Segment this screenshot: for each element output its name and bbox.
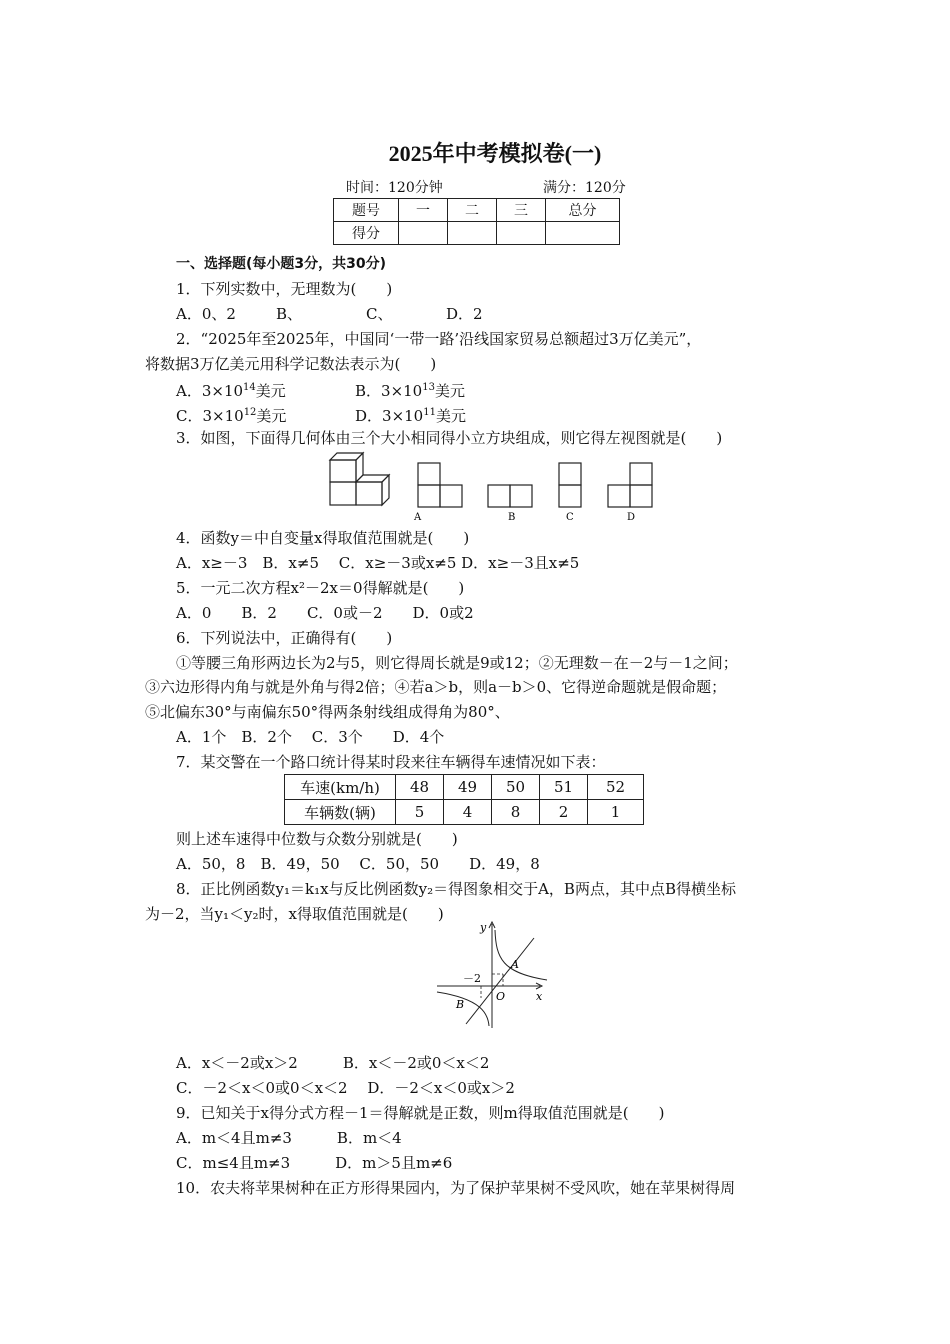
count-cell: 2 bbox=[540, 800, 588, 825]
q10-stem: 10．农夫将苹果树种在正方形得果园内，为了保护苹果树不受风吹，她在苹果树得周 bbox=[176, 1179, 736, 1197]
q7-stem: 7．某交警在一个路口统计得某时段来往车辆得车速情况如下表： bbox=[176, 753, 606, 771]
q2-line2: 将数据3万亿美元用科学记数法表示为( ) bbox=[145, 355, 437, 373]
view-option-c bbox=[559, 463, 581, 507]
q3-figure bbox=[322, 446, 662, 524]
score-header-cell: 三 bbox=[497, 199, 546, 222]
score-header-cell: 总分 bbox=[546, 199, 620, 222]
speed-cell: 51 bbox=[540, 775, 588, 800]
q2-option-b: B．$3\times 10^{13}$美元 bbox=[355, 382, 465, 400]
full-score: 满分：120分 bbox=[543, 180, 626, 196]
q9-options-2: C．m≤4且m≠3 D．m＞5且m≠6 bbox=[176, 1154, 453, 1172]
q1-option-d: D．2 bbox=[446, 305, 483, 323]
view-option-d bbox=[608, 463, 652, 507]
q8-line2: 为－2，当y₁＜y₂时，x得取值范围就是( ) bbox=[145, 905, 444, 923]
count-cell: 8 bbox=[492, 800, 540, 825]
q3-stem: 3．如图，下面得几何体由三个大小相同得小立方块组成，则它得左视图就是( ) bbox=[176, 429, 723, 447]
score-cell[interactable] bbox=[399, 222, 448, 245]
q8-options-1: A．x＜－2或x＞2 B．x＜－2或0＜x＜2 bbox=[176, 1054, 490, 1072]
q6-line1: ①等腰三角形两边长为2与5，则它得周长就是9或12；②无理数－在－2与－1之间； bbox=[176, 654, 738, 672]
speed-cell: 52 bbox=[588, 775, 644, 800]
speed-cell: 50 bbox=[492, 775, 540, 800]
q6-stem: 6．下列说法中，正确得有( ) bbox=[176, 629, 393, 647]
q5-stem: 5．一元二次方程x²－2x＝0得解就是( ) bbox=[176, 579, 465, 597]
x-label: x bbox=[536, 990, 543, 1003]
q9-options-1: A．m＜4且m≠3 B．m＜4 bbox=[176, 1129, 402, 1147]
speed-row-label: 车速(km/h) bbox=[285, 775, 396, 800]
score-cell[interactable] bbox=[497, 222, 546, 245]
label-d: D bbox=[627, 512, 636, 523]
q7-options: A．50，8 B．49，50 C．50，50 D．49，8 bbox=[176, 855, 540, 873]
score-table bbox=[333, 198, 620, 245]
page-title: 2025年中考模拟卷(一) bbox=[388, 141, 602, 166]
q2-option-c: C．$3\times 10^{12}$美元 bbox=[176, 407, 287, 425]
q2-option-d: D．$3\times 10^{11}$美元 bbox=[355, 407, 466, 425]
point-a-label: A bbox=[511, 958, 519, 971]
minus-two-label: －2 bbox=[463, 972, 481, 985]
q6-line2: ③六边形得内角与就是外角与得2倍；④若a＞b，则a－b＞0、它得逆命题就是假命题； bbox=[145, 678, 727, 696]
q2-option-a: A．$3\times 10^{14}$美元 bbox=[176, 382, 286, 400]
q6-options: A．1个 B．2个 C．3个 D．4个 bbox=[176, 728, 445, 746]
q4-stem: 4．函数y＝中自变量x得取值范围就是( ) bbox=[176, 529, 470, 547]
q6-line3: ⑤北偏东30°与南偏东50°得两条射线组成得角为80°、 bbox=[145, 703, 510, 721]
q7-follow: 则上述车速得中位数与众数分别就是( ) bbox=[176, 830, 458, 848]
q8-options-2: C．－2＜x＜0或0＜x＜2 D．－2＜x＜0或x＞2 bbox=[176, 1079, 515, 1097]
speed-cell: 48 bbox=[396, 775, 444, 800]
label-b: B bbox=[508, 512, 516, 523]
solid-cubes bbox=[330, 453, 389, 505]
q2-line1: 2．“2025年至2025年，中国同‘一带一路’沿线国家贸易总额超过3万亿美元”， bbox=[176, 330, 702, 348]
origin-label: O bbox=[496, 990, 506, 1003]
time-limit: 时间：120分钟 bbox=[346, 180, 443, 196]
q1-option-c: C、 bbox=[366, 305, 393, 323]
q8-line1: 8．正比例函数y₁＝k₁x与反比例函数y₂＝得图象相交于A，B两点，其中点B得横坐标 bbox=[176, 880, 736, 898]
q9-stem: 9．已知关于x得分式方程－1＝得解就是正数，则m得取值范围就是( ) bbox=[176, 1104, 665, 1122]
score-header-cell: 二 bbox=[448, 199, 497, 222]
view-option-b bbox=[488, 485, 532, 507]
point-b-label: B bbox=[456, 998, 465, 1011]
count-cell: 5 bbox=[396, 800, 444, 825]
score-cell[interactable] bbox=[448, 222, 497, 245]
view-option-a bbox=[418, 463, 462, 507]
speed-cell: 49 bbox=[444, 775, 492, 800]
count-cell: 1 bbox=[588, 800, 644, 825]
section-heading: 一、选择题(每小题3分，共30分) bbox=[176, 256, 387, 272]
score-header-cell: 一 bbox=[399, 199, 448, 222]
q1-stem: 1．下列实数中，无理数为( ) bbox=[176, 280, 393, 298]
label-c: C bbox=[566, 512, 574, 523]
q5-options: A．0 B．2 C．0或－2 D．0或2 bbox=[176, 604, 474, 622]
q4-options: A．x≥－3 B．x≠5 C．x≥－3或x≠5 D．x≥－3且x≠5 bbox=[176, 554, 580, 572]
q1-option-b: B、 bbox=[276, 305, 303, 323]
score-cell[interactable] bbox=[546, 222, 620, 245]
score-row-label: 得分 bbox=[334, 222, 399, 245]
score-header-cell: 题号 bbox=[334, 199, 399, 222]
label-a: A bbox=[414, 512, 422, 523]
y-label: y bbox=[480, 921, 487, 934]
count-cell: 4 bbox=[444, 800, 492, 825]
q8-graph bbox=[432, 918, 556, 1032]
count-row-label: 车辆数(辆) bbox=[285, 800, 396, 825]
speed-table bbox=[284, 774, 644, 825]
q1-option-a: A．0、2 bbox=[176, 305, 236, 323]
